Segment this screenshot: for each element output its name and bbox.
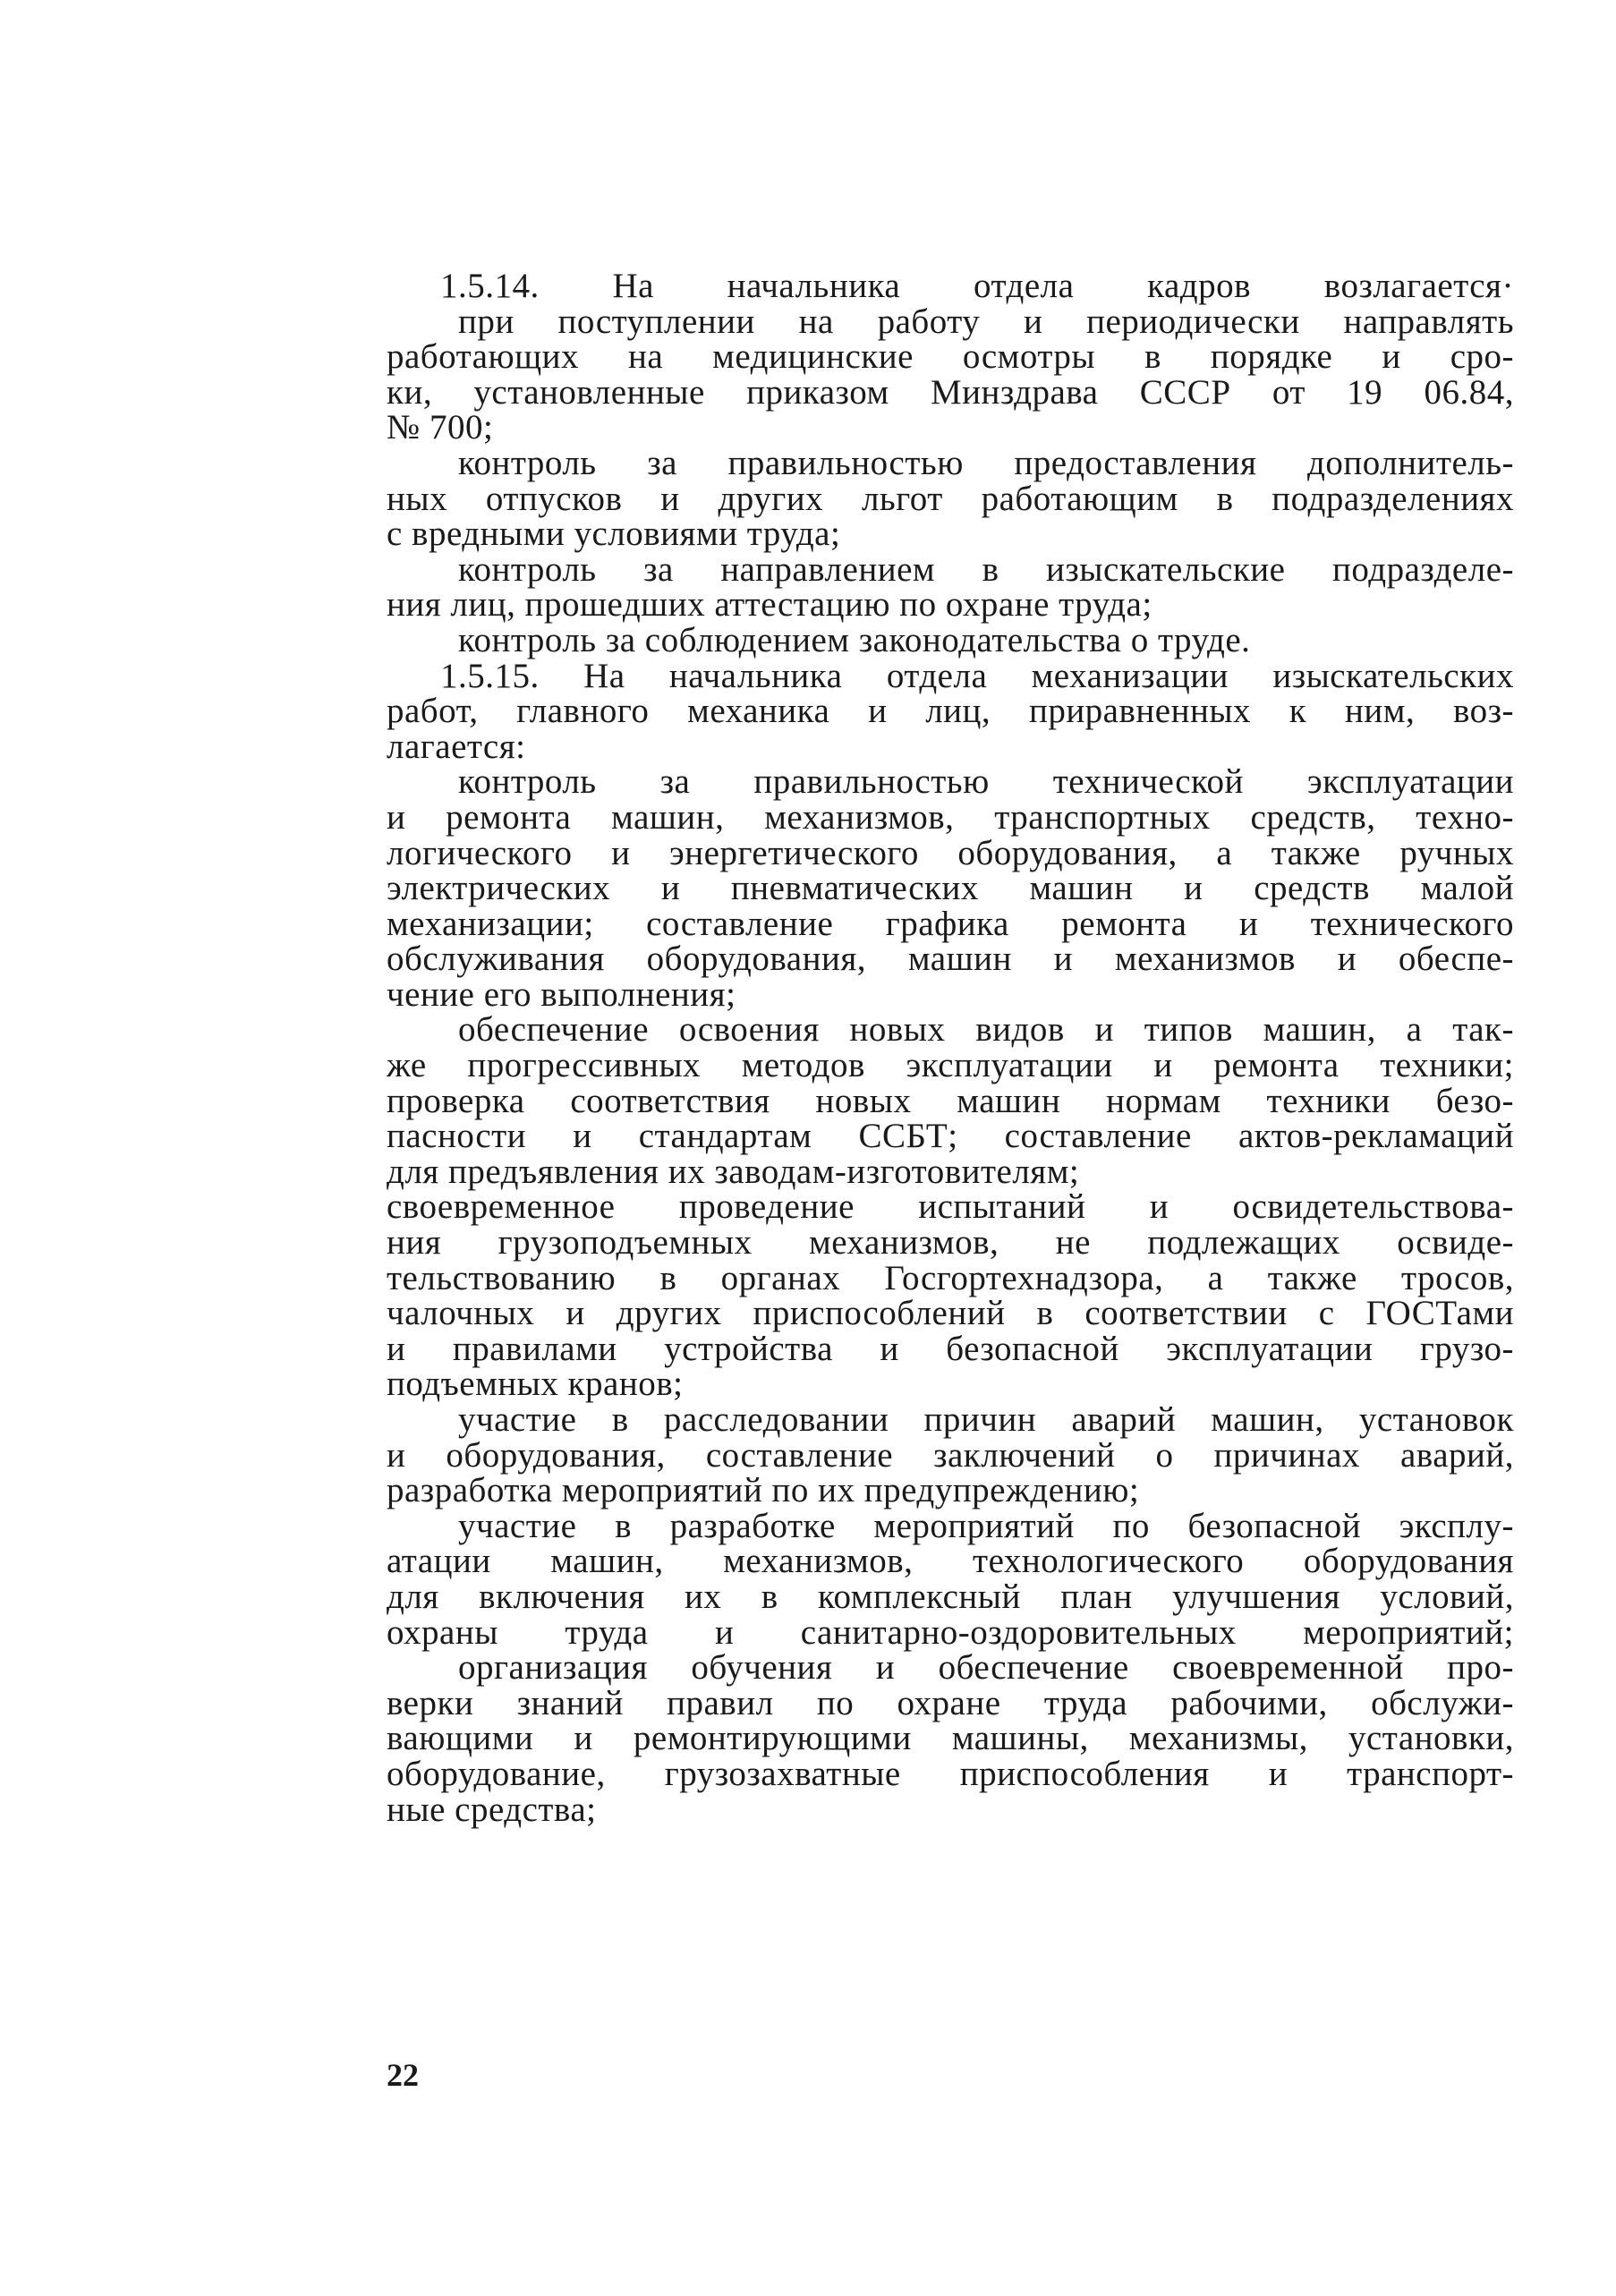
text-line: атации машин, механизмов, технологического оборудования bbox=[387, 1542, 1514, 1581]
text-line: и оборудования, составление заключений о причинах аварий, bbox=[387, 1435, 1514, 1475]
text-line: организация обучения и обеспечение своевременной про- bbox=[458, 1648, 1514, 1688]
text-line: работающих на медицинские осмотры в порядке и сро- bbox=[387, 337, 1514, 377]
text-line: электрических и пневматических машин и средств малой bbox=[387, 869, 1514, 908]
text-line: верки знаний правил по охране труда рабочими, обслужи- bbox=[387, 1683, 1514, 1722]
text-line: обслуживания оборудования, машин и механизмов и обеспе- bbox=[387, 940, 1514, 979]
text-line: вающими и ремонтирующими машины, механизмы, установки, bbox=[387, 1719, 1514, 1758]
text-line: контроль за правильностью технической эксплуатации bbox=[458, 762, 1514, 802]
text-line: оборудование, грузозахватные приспособления и транспорт- bbox=[387, 1754, 1514, 1793]
text-line: ния грузоподъемных механизмов, не подлежащих освиде- bbox=[387, 1223, 1514, 1263]
body-text bbox=[387, 268, 1514, 1827]
text-line: контроль за правильностью предоставления дополнитель- bbox=[458, 443, 1514, 482]
text-line: при поступлении на работу и периодически направлять bbox=[458, 302, 1514, 341]
text-line: участие в расследовании причин аварий машин, установок bbox=[458, 1400, 1514, 1439]
text-line: пасности и стандартам ССБТ; составление актов-рекламаций bbox=[387, 1117, 1514, 1156]
clause-heading-1-5-14: 1.5.14. На начальника отдела кадров возлагается· bbox=[440, 267, 1514, 305]
text-line: механизации; составление графика ремонта и технического bbox=[387, 904, 1514, 943]
text-line: чение его выполнения; bbox=[387, 974, 736, 1014]
text-line: и правилами устройства и безопасной эксплуатации грузо- bbox=[387, 1329, 1514, 1368]
text-line: ных отпусков и других льгот работающим в подразделениях bbox=[387, 479, 1514, 518]
text-line: № 700; bbox=[387, 408, 494, 447]
page-number: 22 bbox=[387, 2057, 419, 2093]
text-line: подъемных кранов; bbox=[387, 1365, 684, 1404]
text-line: разработка мероприятий по их предупреждению; bbox=[387, 1471, 1140, 1510]
clause-heading-1-5-15: 1.5.15. На начальника отдела механизации изыскательских bbox=[440, 656, 1514, 695]
text-line: для предъявления их заводам-изготовителям; bbox=[387, 1152, 1080, 1191]
text-line: обеспечение освоения новых видов и типов машин, а так- bbox=[458, 1010, 1514, 1050]
text-line: своевременное проведение испытаний и освидетельствова- bbox=[387, 1187, 1514, 1227]
text-line: с вредными условиями труда; bbox=[387, 514, 841, 554]
text-line: ки, установленные приказом Минздрава СССР от 19 06.84, bbox=[387, 372, 1514, 412]
text-line: ния лиц, прошедших аттестацию по охране труда; bbox=[387, 585, 1152, 625]
text-line: тельствованию в органах Госгортехнадзора, а также тросов, bbox=[387, 1258, 1514, 1297]
text-line: контроль за направлением в изыскательские подразделе- bbox=[458, 549, 1514, 589]
text-line: работ, главного механика и лиц, приравненных к ним, воз- bbox=[387, 692, 1514, 731]
text-line: охраны труда и санитарно-оздоровительных мероприятий; bbox=[387, 1612, 1514, 1652]
text-line: проверка соответствия новых машин нормам техники безо- bbox=[387, 1081, 1514, 1120]
text-line: для включения их в комплексный план улучшения условий, bbox=[387, 1577, 1514, 1616]
text-line: участие в разработке мероприятий по безопасной эксплу- bbox=[458, 1506, 1514, 1545]
text-line: лагается: bbox=[387, 727, 526, 766]
text-line: чалочных и других приспособлений в соответствии с ГОСТами bbox=[387, 1294, 1514, 1333]
text-line: же прогрессивных методов эксплуатации и ремонта техники; bbox=[387, 1046, 1514, 1085]
text-line: и ремонта машин, механизмов, транспортных средств, техно- bbox=[387, 797, 1514, 837]
text-line: контроль за соблюдением законодательства о труде. bbox=[458, 620, 1251, 659]
text-line: логического и энергетического оборудования, а также ручных bbox=[387, 833, 1514, 872]
text-line: ные средства; bbox=[387, 1790, 597, 1829]
